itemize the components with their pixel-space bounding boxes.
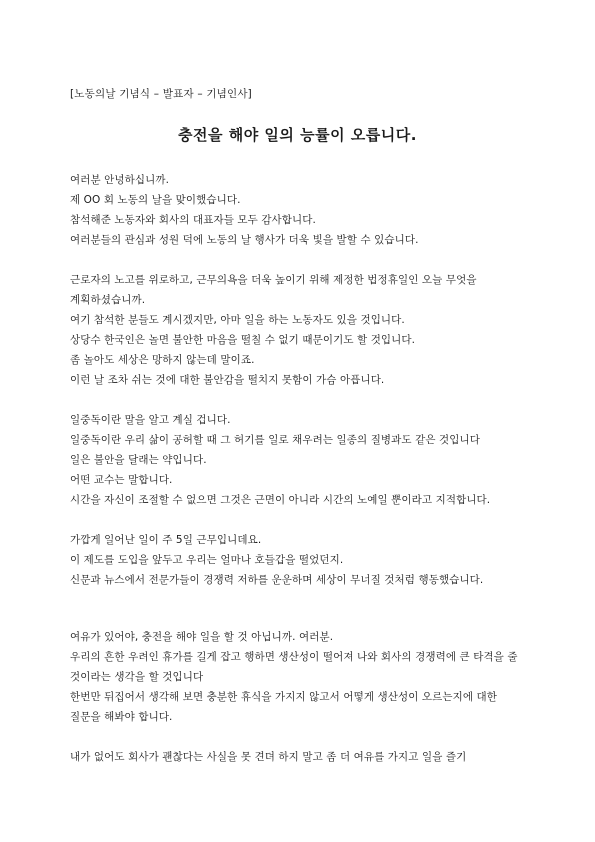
- text-line: 내가 없어도 회사가 괜찮다는 사실을 못 견뎌 하지 말고 좀 더 여유를 가지고 일을 즐기: [70, 751, 467, 763]
- text-line: 어떤 교수는 말합니다.: [70, 474, 173, 486]
- text-line: 근로자의 노고를 위로하고, 근무의욕을 더욱 높이기 위해 제정한 법정휴일인 오늘 무엇을 계획하셨습니까.: [70, 274, 477, 306]
- text-line: 이런 날 조차 쉬는 것에 대한 불안감을 떨치지 못함이 가슴 아픕니다.: [70, 374, 385, 386]
- paragraph-five-day-week: [70, 530, 530, 590]
- event-header-tag: [노동의날 기념식 – 발표자 – 기념인사]: [70, 88, 252, 100]
- text-line: 여기 참석한 분들도 계시겠지만, 아마 일을 하는 노동자도 있을 것입니다.: [70, 314, 405, 326]
- text-line: 이 제도를 도입을 앞두고 우리는 얼마나 호들갑을 떨었던지.: [70, 554, 344, 566]
- text-line: 가깝게 일어난 일이 주 5일 근무입니데요.: [70, 534, 262, 546]
- text-line: 시간을 자신이 조절할 수 없으면 그것은 근면이 아니라 시간의 노예일 뿐이라고 지적합니다.: [70, 494, 491, 506]
- text-line: 참석해준 노동자와 회사의 대표자들 모두 감사합니다.: [70, 214, 316, 226]
- paragraph-holiday: [70, 270, 530, 390]
- text-line: 일은 불안을 달래는 약입니다.: [70, 454, 207, 466]
- paragraph-workaholism: [70, 410, 530, 510]
- text-line: 신문과 뉴스에서 전문가들이 경쟁력 저하를 운운하며 세상이 무너질 것처럼 행동했습니다.: [70, 574, 484, 586]
- paragraph-recharge: [70, 627, 530, 727]
- text-line: 여러분 안녕하십니까.: [70, 174, 170, 186]
- paragraph-greeting: [70, 170, 530, 250]
- text-line: 좀 놀아도 세상은 망하지 않는데 말이죠.: [70, 354, 255, 366]
- text-line: 우리의 흔한 우려인 휴가를 길게 잡고 행하면 생산성이 떨어져 나와 회사의 경쟁력에 큰 타격을 줄 것이라는 생각을 할 것입니다: [70, 651, 518, 683]
- speech-body: [70, 170, 530, 787]
- text-line: 여유가 있어야, 충전을 해야 일을 할 것 아닙니까. 여러분.: [70, 631, 334, 643]
- text-line: 제 OO 회 노동의 날을 맞이했습니다.: [70, 194, 241, 206]
- text-line: 한번만 뒤집어서 생각해 보면 충분한 휴식을 가지지 않고서 어떻게 생산성이 오르는지에 대한 질문을 해봐야 합니다.: [70, 691, 498, 723]
- text-line: 여러분들의 관심과 성원 덕에 노동의 날 행사가 더욱 빛을 발할 수 있습니다.: [70, 234, 419, 246]
- speech-title: 충전을 해야 일의 능률이 오릅니다.: [178, 126, 417, 144]
- paragraph-closing: [70, 747, 530, 767]
- text-line: 일중독이란 말을 알고 계실 겁니다.: [70, 414, 231, 426]
- text-line: 일중독이란 우리 삶이 공허할 때 그 허기를 일로 채우려는 일종의 질병과도 같은 것입니다: [70, 434, 480, 446]
- text-line: 상당수 한국인은 놀면 불안한 마음을 떨칠 수 없기 때문이기도 할 것입니다.: [70, 334, 416, 346]
